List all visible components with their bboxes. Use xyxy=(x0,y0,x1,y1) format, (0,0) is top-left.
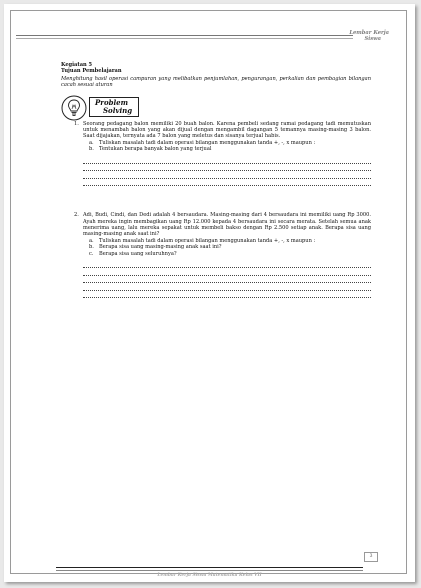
badge-line1: Problem xyxy=(95,97,129,107)
answer-line[interactable] xyxy=(83,157,371,164)
problem-solving-label xyxy=(89,97,139,117)
badge-line2: Solving xyxy=(103,105,133,115)
sub-label: b. xyxy=(89,244,94,251)
question-1-sub-b xyxy=(61,146,371,152)
goal-label: Tujuan Pembelajaran xyxy=(61,68,122,75)
spacer xyxy=(61,186,371,212)
header-rule-secondary xyxy=(16,38,353,39)
activity-heading: Kegiatan 5 xyxy=(61,62,93,68)
answer-line[interactable] xyxy=(83,171,371,178)
sub-label: b. xyxy=(89,146,94,153)
answer-line[interactable] xyxy=(83,261,371,268)
sub-text: Tentukan berapa banyak balon yang terjual xyxy=(99,146,212,153)
answer-line[interactable] xyxy=(83,268,371,275)
sub-text: Berapa sisa uang masing-masing anak saat ini? xyxy=(99,244,222,251)
question-text: Seorang pedagang balon memiliki 20 buah balon. Karena pembeli sedang ramai pedagang tadi memutuskan untuk menambah balon yang akan dijual dengan mengambil dagangan 5 temannya masing-masing 3 balon. Saat dijajakan, ternyata ada 7 balon yang meletus dan sisanya terjual habis. xyxy=(83,120,371,140)
header-rule xyxy=(16,35,353,36)
footer-text: Lembar Kerja Siswa Matematika Kelas VII xyxy=(157,573,262,578)
worksheet-content xyxy=(61,62,371,298)
page-number: 3 xyxy=(364,552,378,562)
sub-label: a. xyxy=(89,237,94,244)
lightbulb-icon xyxy=(61,95,87,121)
footer-rule-secondary xyxy=(56,570,363,571)
goal-text: Menghitung hasil operasi campuran yang melibatkan penjumlahan, pengurangan, perkalian dan pembagian bilangan cacah sesuai aturan xyxy=(61,75,371,89)
answer-line[interactable] xyxy=(83,164,371,171)
sub-label: a. xyxy=(89,139,94,146)
sub-text: Tuliskan masalah tadi dalam operasi bilangan menggunakan tanda +, -, x maupun : xyxy=(99,139,316,146)
answer-line[interactable] xyxy=(83,283,371,290)
question-1 xyxy=(61,121,371,140)
header-title-line1: Lembar Kerja xyxy=(349,30,389,36)
problem-solving-badge xyxy=(61,95,371,121)
question-2-sub-c xyxy=(61,251,371,257)
sub-text: Berapa sisa uang seluruhnya? xyxy=(99,250,177,257)
footer-rule xyxy=(56,567,363,568)
header-title xyxy=(329,30,389,42)
answer-line[interactable] xyxy=(83,276,371,283)
worksheet-page xyxy=(4,4,415,582)
question-number: 2. xyxy=(74,212,79,219)
answer-line[interactable] xyxy=(83,179,371,186)
question-text: Adi, Budi, Cindi, dan Dedi adalah 4 bersaudara. Masing-masing dari 4 bersaudara ini memiliki uang Rp 3000. Ayah mereka ingin membagikan uang Rp 12.000 kepada 4 bersaudara ini secara merata. Setelah semua anak menerima uang, lalu mereka sepakat untuk membeli bakso dengan Rp 2.500 setiap anak. Berapa sisa uang masing-masing anak saat ini? xyxy=(83,212,371,238)
answer-line[interactable] xyxy=(83,291,371,298)
question-2 xyxy=(61,212,371,238)
sub-text: Tuliskan masalah tadi dalam operasi bilangan menggunakan tanda +, -, x maupun : xyxy=(99,237,316,244)
sub-label: c. xyxy=(89,250,94,257)
question-number: 1. xyxy=(74,120,79,127)
header-title-line2: Siswa xyxy=(364,36,381,42)
